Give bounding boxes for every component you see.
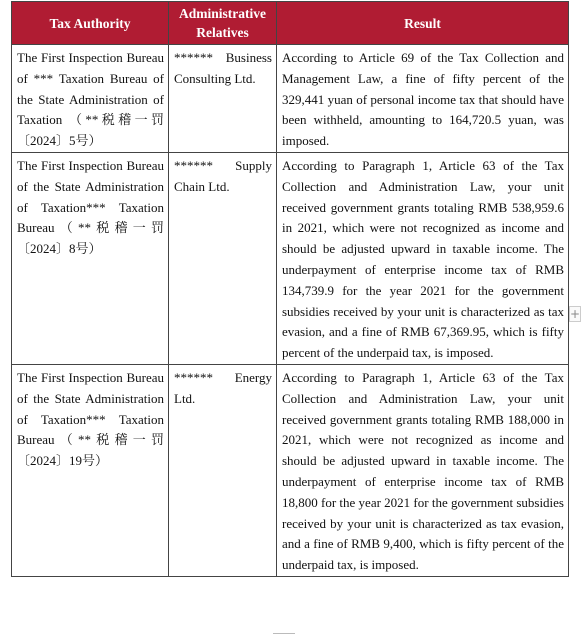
cell-result: According to Paragraph 1, Article 63 of the Tax Collection and Administration Law, your unit received government grants totaling RMB 538,959.6 in 2021, which were not recognized as income and should be adjusted upward in taxable income. The underpayment of enterprise income tax of RMB 134,739.9 for the year 2021 for the government subsidies received by your unit is characterized as tax evasion, and a fine of RMB 67,369.95, which is fifty percent of the underpaid tax, is imposed.: [277, 152, 569, 364]
header-row: [12, 2, 569, 45]
cell-authority: The First Inspection Bureau of the State Administration of Taxation*** Taxation Bureau（**税稽一罚〔2024〕19号）: [12, 364, 169, 576]
cell-relative: ****** Supply Chain Ltd.: [169, 152, 277, 364]
cell-result: According to Article 69 of the Tax Collection and Management Law, a fine of fifty percent of the 329,441 yuan of personal income tax that should have been withheld, amounting to 164,720.5 yuan, was imposed.: [277, 45, 569, 153]
cell-relative: ****** Business Consulting Ltd.: [169, 45, 277, 153]
cell-result: According to Paragraph 1, Article 63 of the Tax Collection and Administration Law, your unit received government grants totaling RMB 188,000 in 2021, which were not recognized as income and should be adjusted upward in taxable income. The underpayment of enterprise income tax of RMB 18,800 for the year 2021 for the government subsidies received by your unit is characterized as tax evasion, and a fine of RMB 9,400, which is fifty percent of the underpaid tax, is imposed.: [277, 364, 569, 576]
header-tax-authority: Tax Authority: [12, 2, 169, 45]
table-row: [12, 45, 569, 153]
cell-authority: The First Inspection Bureau of *** Taxation Bureau of the State Administration of Taxation （**税稽一罚〔2024〕5号）: [12, 45, 169, 153]
table-row: [12, 364, 569, 576]
add-row-icon[interactable]: +: [570, 307, 581, 321]
header-result: Result: [277, 2, 569, 45]
cell-relative: ****** Energy Ltd.: [169, 364, 277, 576]
penalty-table: [11, 1, 569, 577]
table-row: [12, 152, 569, 364]
resize-handle[interactable]: [273, 633, 295, 637]
cell-authority: The First Inspection Bureau of the State Administration of Taxation*** Taxation Bureau（**税稽一罚〔2024〕8号）: [12, 152, 169, 364]
header-administrative-relatives: Administrative Relatives: [169, 2, 277, 45]
